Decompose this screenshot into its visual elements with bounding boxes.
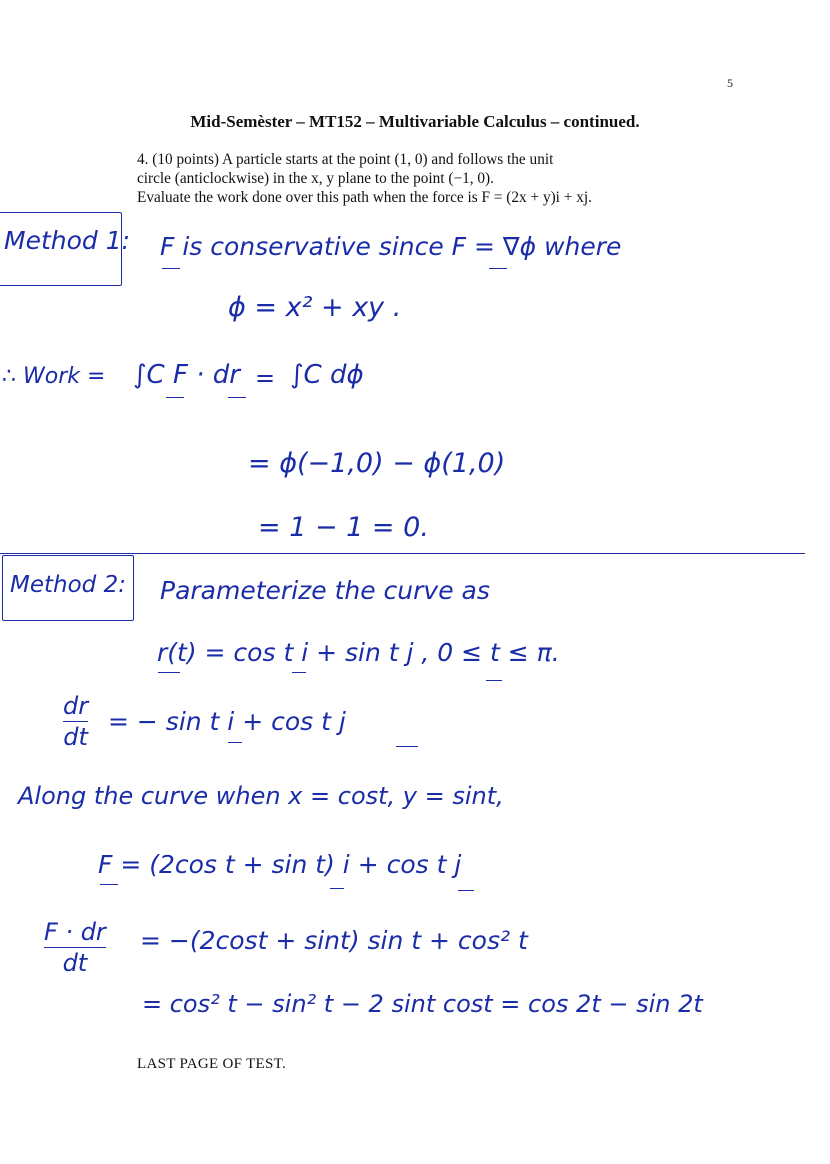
vector-underline <box>458 890 474 891</box>
work-result: = 1 − 1 = 0. <box>258 512 429 543</box>
work-evaluation: = ϕ(−1,0) − ϕ(1,0) <box>248 448 506 479</box>
fraction-bar <box>63 721 88 722</box>
simplified-expression: = cos² t − sin² t − 2 sint cost = cos 2t − sin 2t <box>142 990 703 1018</box>
work-equals: = <box>255 364 276 392</box>
fraction-bar <box>44 947 106 948</box>
method1-label: Method 1: <box>4 226 131 255</box>
potential-function: ϕ = x² + xy . <box>228 292 402 323</box>
vector-underline <box>292 672 306 673</box>
work-integral-fdr: ∫C F · dr <box>133 360 240 390</box>
parameterization: r(t) = cos t i + sin t j , 0 ≤ t ≤ π. <box>157 638 560 667</box>
dr-dt-numerator: dr <box>63 692 89 720</box>
dr-dt-denominator: dt <box>63 723 88 751</box>
vector-underline <box>330 888 344 889</box>
page-number: 5 <box>727 76 733 90</box>
method-divider <box>0 553 805 554</box>
question-line-1: 4. (10 points) A particle starts at the point (1, 0) and follows the unit <box>137 151 554 168</box>
parameterize-statement: Parameterize the curve as <box>160 576 490 605</box>
vector-underline <box>162 268 180 269</box>
dot-product-expression: = −(2cost + sint) sin t + cos² t <box>140 926 528 955</box>
vector-underline <box>100 884 118 885</box>
vector-underline <box>166 397 184 398</box>
question-text <box>137 150 737 207</box>
vector-underline <box>158 672 180 673</box>
vector-underline <box>489 268 507 269</box>
vector-underline <box>228 742 242 743</box>
work-prefix: ∴ Work = <box>2 364 106 389</box>
page-header: Mid-Semèster – MT152 – Multivariable Calculus – continued. <box>190 112 640 131</box>
vector-underline <box>486 680 502 681</box>
dr-dt-fraction <box>63 692 88 751</box>
f-dot-dr-numerator: F · dr <box>44 918 106 946</box>
along-curve-statement: Along the curve when x = cost, y = sint, <box>18 782 504 810</box>
f-dot-dr-dt-fraction <box>44 918 106 977</box>
page-footer: LAST PAGE OF TEST. <box>137 1056 287 1072</box>
method2-label: Method 2: <box>10 572 126 598</box>
work-integral-dphi: ∫C dϕ <box>290 360 364 390</box>
f-dot-dr-denominator: dt <box>62 949 88 977</box>
question-line-2: circle (anticlockwise) in the x, y plane to the point (−1, 0). <box>137 170 494 187</box>
vector-underline <box>396 746 418 747</box>
derivative-expression: = − sin t i + cos t j <box>108 707 346 736</box>
force-on-curve: F = (2cos t + sin t) i + cos t j <box>98 850 462 879</box>
question-line-3: Evaluate the work done over this path when the force is F = (2x + y)i + xj. <box>137 189 592 206</box>
method1-conservative-statement: F is conservative since F = ∇ϕ where <box>160 232 622 261</box>
vector-underline <box>228 397 246 398</box>
